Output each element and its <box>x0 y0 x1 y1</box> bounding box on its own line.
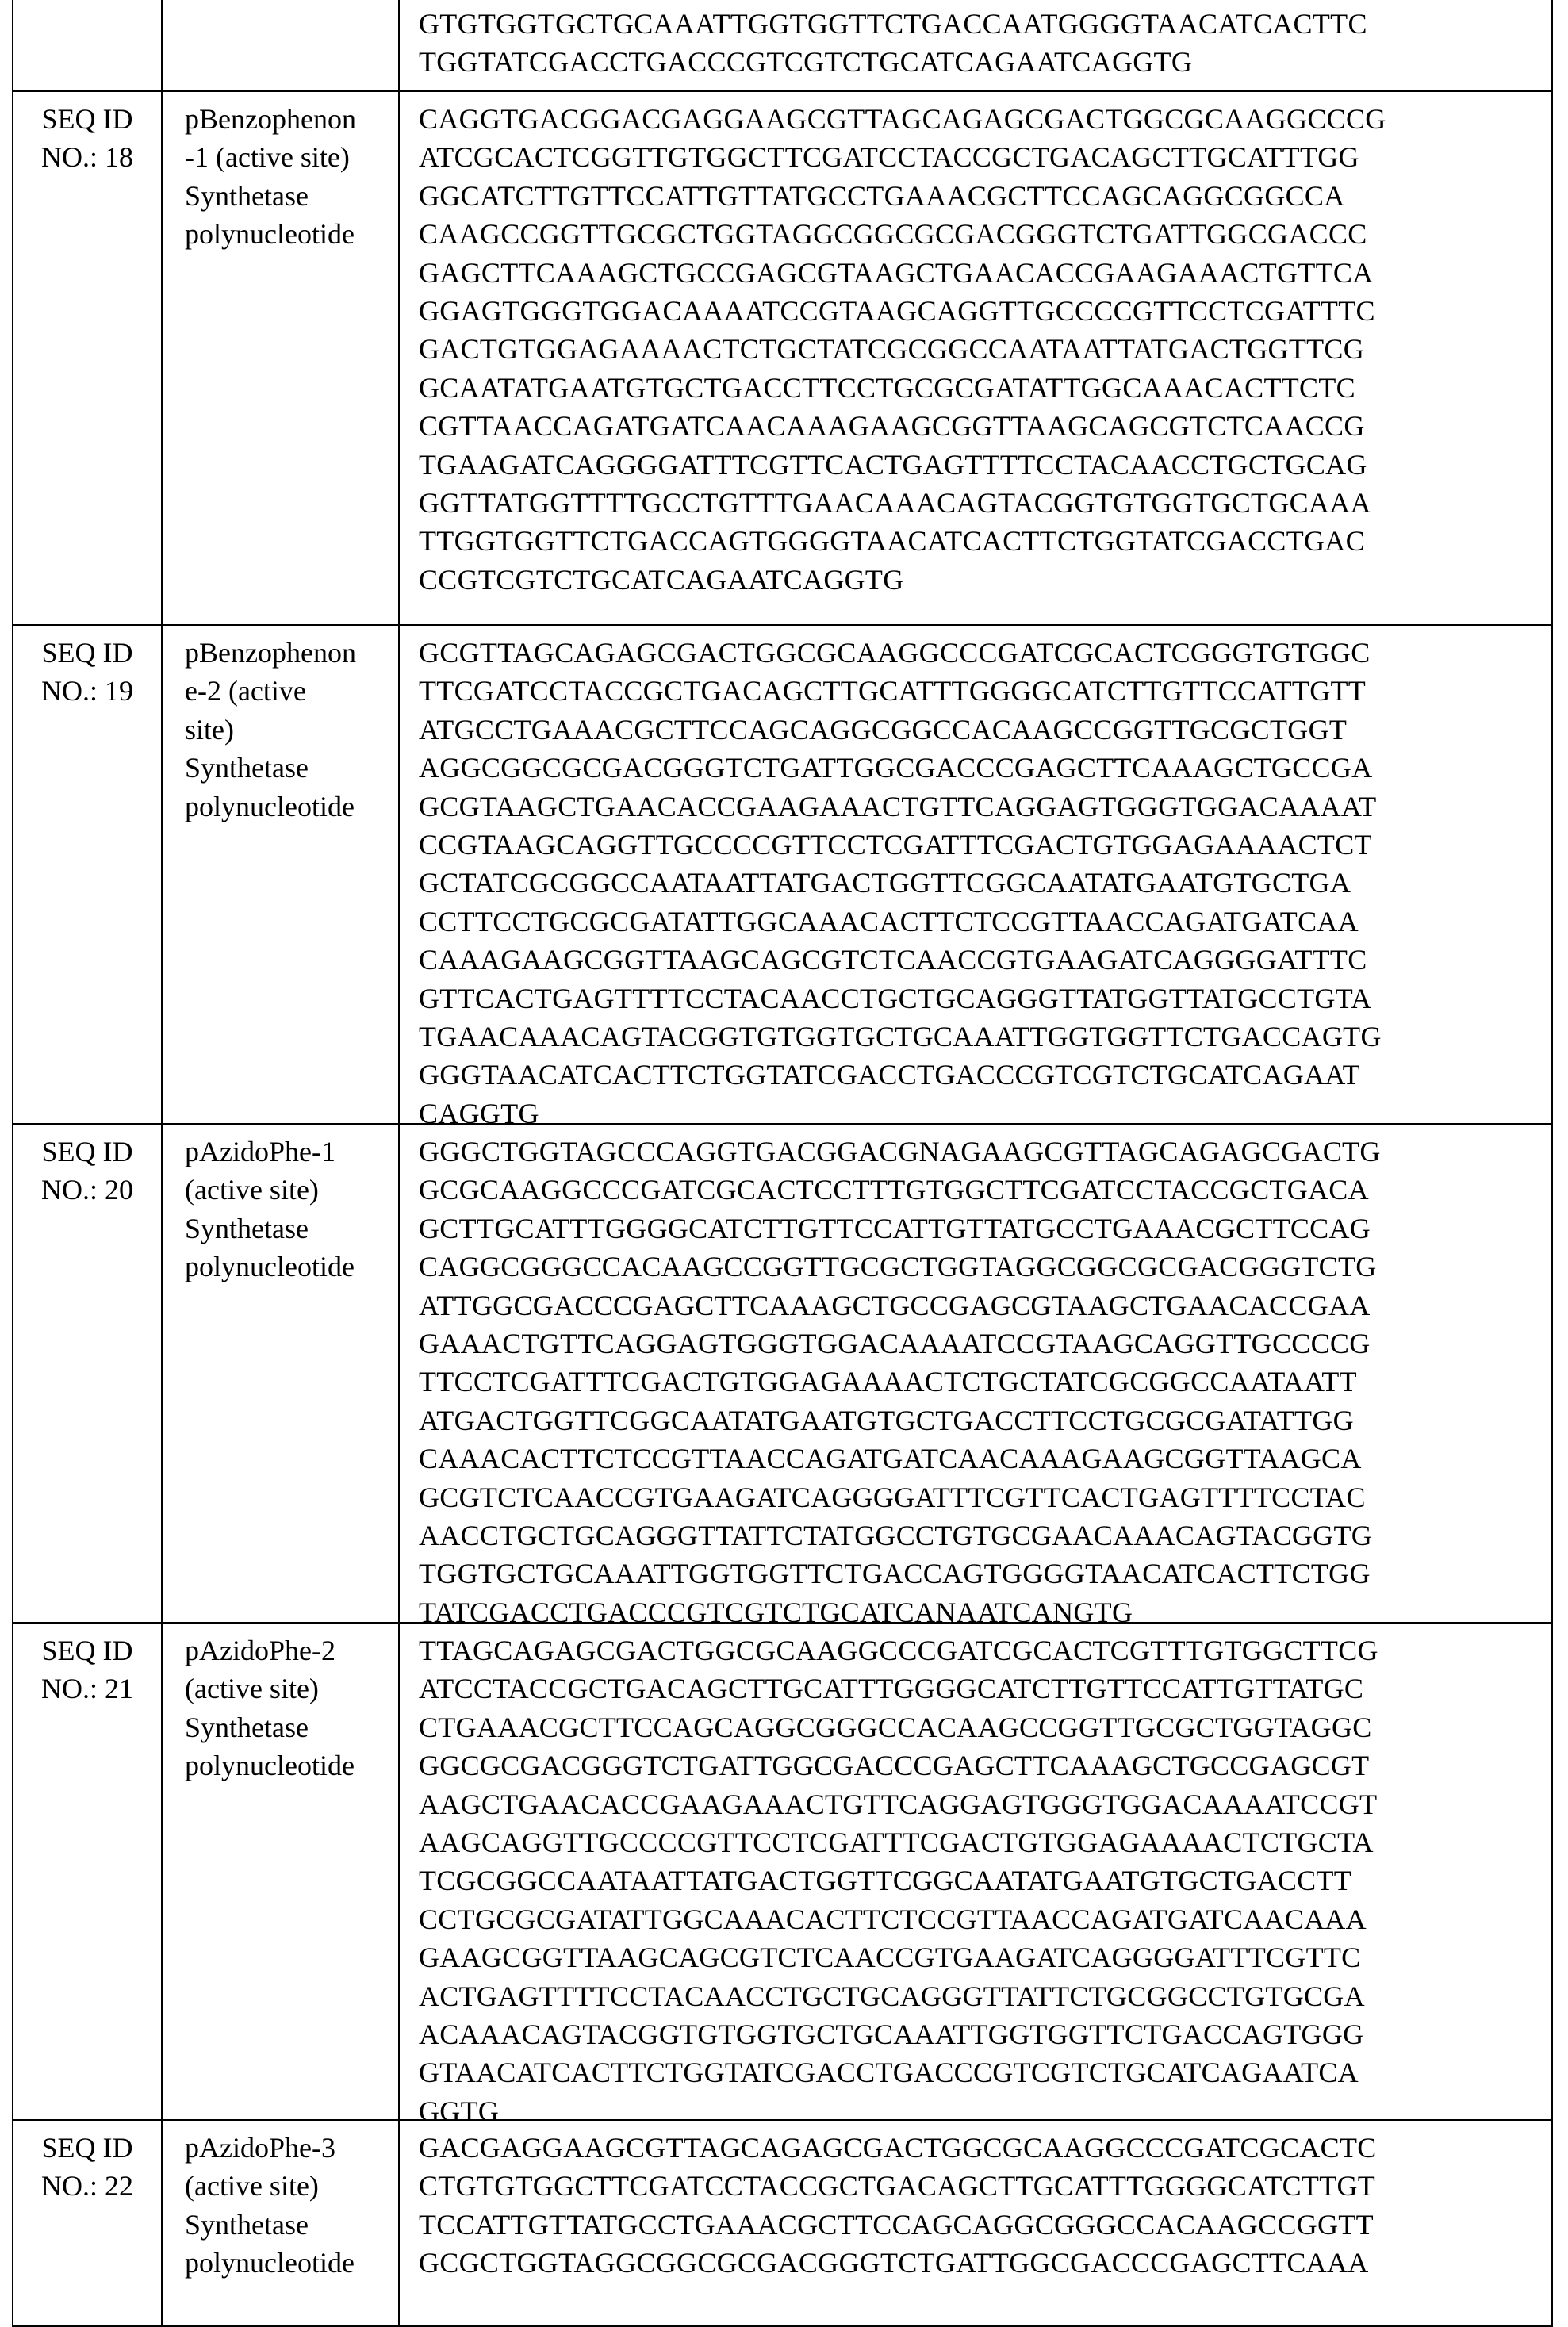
description-cell <box>163 1624 400 2119</box>
sequence-cell-line: GGAGTGGGTGGACAAAATCCGTAAGCAGGTTGCCCCGTTCCTCGATTTC <box>419 292 1542 330</box>
sequence-cell-line: GTTCACTGAGTTTTCCTACAACCTGCTGCAGGGTTATGGTTATGCCTGTA <box>419 979 1542 1018</box>
seq-id-cell <box>13 2121 163 2325</box>
sequence-cell-line: GGCATCTTGTTCCATTGTTATGCCTGAAACGCTTCCAGCAGGCGGCCA <box>419 177 1542 215</box>
sequence-cell <box>400 2121 1553 2325</box>
sequence-cell <box>400 1624 1553 2119</box>
sequence-cell-line: GCAATATGAATGTGCTGACCTTCCTGCGCGATATTGGCAAACACTTCTC <box>419 369 1542 407</box>
sequence-cell-line: ATTGGCGACCCGAGCTTCAAAGCTGCCGAGCGTAAGCTGAACACCGAA <box>419 1286 1542 1325</box>
description-cell-line: e-2 (active <box>185 672 389 710</box>
sequence-cell <box>400 1125 1553 1622</box>
description-cell-line: polynucleotide <box>185 1746 389 1785</box>
description-cell-line: (active site) <box>185 1171 389 1209</box>
sequence-cell-line: CTGTGTGGCTTCGATCCTACCGCTGACAGCTTGCATTTGGGGCATCTTGT <box>419 2167 1542 2205</box>
sequence-cell-line: GGTG <box>419 2092 1542 2121</box>
table-row <box>13 626 1553 1125</box>
sequence-cell-line: GACTGTGGAGAAAACTCTGCTATCGCGGCCAATAATTATGACTGGTTCG <box>419 330 1542 368</box>
seq-id-cell-line: NO.: 20 <box>23 1171 151 1209</box>
sequence-cell-line: TGGTGCTGCAAATTGGTGGTTCTGACCAGTGGGGTAACATCACTTCTGG <box>419 1555 1542 1593</box>
sequence-cell-line: ATCGCACTCGGTTGTGGCTTCGATCCTACCGCTGACAGCTTGCATTTGG <box>419 138 1542 176</box>
sequence-cell-line: ATGCCTGAAACGCTTCCAGCAGGCGGCCACAAGCCGGTTGCGCTGGT <box>419 711 1542 749</box>
description-cell-line: polynucleotide <box>185 1248 389 1286</box>
description-cell-line: Synthetase <box>185 2206 389 2244</box>
sequence-cell-line: AAGCAGGTTGCCCCGTTCCTCGATTTCGACTGTGGAGAAAACTCTGCTA <box>419 1823 1542 1861</box>
sequence-cell-line: GCGCTGGTAGGCGGCGCGACGGGTCTGATTGGCGACCCGAGCTTCAAA <box>419 2244 1542 2282</box>
seq-id-cell-line: SEQ ID <box>23 634 151 672</box>
sequence-cell-line: GGTTATGGTTTTGCCTGTTTGAACAAACAGTACGGTGTGGTGCTGCAAA <box>419 484 1542 522</box>
sequence-cell <box>400 626 1553 1123</box>
table-row <box>13 2121 1553 2327</box>
description-cell-line: -1 (active site) <box>185 138 389 176</box>
description-cell-line: pBenzophenon <box>185 634 389 672</box>
sequence-cell-line: CGTTAACCAGATGATCAACAAAGAAGCGGTTAAGCAGCGTCTCAACCG <box>419 407 1542 445</box>
description-cell <box>163 626 400 1123</box>
table-row <box>13 1125 1553 1624</box>
sequence-cell-line: GCGCAAGGCCCGATCGCACTCCTTTGTGGCTTCGATCCTACCGCTGACA <box>419 1171 1542 1209</box>
sequence-cell-line: ATCCTACCGCTGACAGCTTGCATTTGGGGCATCTTGTTCCATTGTTATGC <box>419 1670 1542 1708</box>
sequence-cell-line: GCGTAAGCTGAACACCGAAGAAACTGTTCAGGAGTGGGTGGACAAAAT <box>419 788 1542 826</box>
sequence-cell <box>400 0 1553 90</box>
sequence-cell-line: AAGCTGAACACCGAAGAAACTGTTCAGGAGTGGGTGGACAAAATCCGT <box>419 1785 1542 1823</box>
description-cell-line: pAzidoPhe-1 <box>185 1133 389 1171</box>
sequence-cell-line: CAAACACTTCTCCGTTAACCAGATGATCAACAAAGAAGCGGTTAAGCA <box>419 1440 1542 1478</box>
sequence-cell-line: CCGTAAGCAGGTTGCCCCGTTCCTCGATTTCGACTGTGGAGAAAACTCT <box>419 826 1542 864</box>
sequence-cell-line: TTAGCAGAGCGACTGGCGCAAGGCCCGATCGCACTCGTTTGTGGCTTCG <box>419 1631 1542 1670</box>
sequence-cell-line: CAAAGAAGCGGTTAAGCAGCGTCTCAACCGTGAAGATCAGGGGATTTC <box>419 941 1542 979</box>
sequence-cell-line: AACCTGCTGCAGGGTTATTCTATGGCCTGTGCGAACAAACAGTACGGTG <box>419 1516 1542 1555</box>
description-cell-line: Synthetase <box>185 749 389 787</box>
sequence-cell-line: CAAGCCGGTTGCGCTGGTAGGCGGCGCGACGGGTCTGATTGGCGACCC <box>419 215 1542 253</box>
description-cell-line: polynucleotide <box>185 2244 389 2282</box>
sequence-cell-line: GCGTCTCAACCGTGAAGATCAGGGGATTTCGTTCACTGAGTTTTCCTAC <box>419 1478 1542 1516</box>
sequence-cell-line: ACAAACAGTACGGTGTGGTGCTGCAAATTGGTGGTTCTGACCAGTGGG <box>419 2015 1542 2053</box>
sequence-cell-line: GGGTAACATCACTTCTGGTATCGACCTGACCCGTCGTCTGCATCAGAAT <box>419 1056 1542 1094</box>
description-cell <box>163 0 400 90</box>
sequence-cell-line: AGGCGGCGCGACGGGTCTGATTGGCGACCCGAGCTTCAAAGCTGCCGA <box>419 749 1542 787</box>
sequence-cell-line: GAAGCGGTTAAGCAGCGTCTCAACCGTGAAGATCAGGGGATTTCGTTC <box>419 1938 1542 1976</box>
sequence-cell-line: GAGCTTCAAAGCTGCCGAGCGTAAGCTGAACACCGAAGAAACTGTTCA <box>419 254 1542 292</box>
sequence-table <box>12 0 1553 2327</box>
sequence-cell-line: CAGGCGGGCCACAAGCCGGTTGCGCTGGTAGGCGGCGCGACGGGTCTG <box>419 1248 1542 1286</box>
sequence-cell-line: CCTGCGCGATATTGGCAAACACTTCTCCGTTAACCAGATGATCAACAAA <box>419 1900 1542 1938</box>
seq-id-cell-line: SEQ ID <box>23 100 151 138</box>
sequence-cell-line: GGGCTGGTAGCCCAGGTGACGGACGNAGAAGCGTTAGCAGAGCGACTG <box>419 1133 1542 1171</box>
sequence-cell-line: TCGCGGCCAATAATTATGACTGGTTCGGCAATATGAATGTGCTGACCTT <box>419 1861 1542 1900</box>
sequence-cell-line: GCTTGCATTTGGGGCATCTTGTTCCATTGTTATGCCTGAAACGCTTCCAG <box>419 1210 1542 1248</box>
description-cell-line: polynucleotide <box>185 215 389 253</box>
seq-id-cell <box>13 1125 163 1622</box>
seq-id-cell-line: NO.: 21 <box>23 1670 151 1708</box>
sequence-cell-line: CTGAAACGCTTCCAGCAGGCGGGCCACAAGCCGGTTGCGCTGGTAGGC <box>419 1708 1542 1746</box>
description-cell-line: polynucleotide <box>185 788 389 826</box>
seq-id-cell-line: NO.: 18 <box>23 138 151 176</box>
table-row <box>13 0 1553 92</box>
description-cell-line: pAzidoPhe-2 <box>185 1631 389 1670</box>
sequence-cell-line: GTAACATCACTTCTGGTATCGACCTGACCCGTCGTCTGCATCAGAATCA <box>419 2053 1542 2091</box>
sequence-cell-line: TGAACAAACAGTACGGTGTGGTGCTGCAAATTGGTGGTTCTGACCAGTG <box>419 1018 1542 1056</box>
sequence-cell-line: CAGGTGACGGACGAGGAAGCGTTAGCAGAGCGACTGGCGCAAGGCCCG <box>419 100 1542 138</box>
description-cell-line: Synthetase <box>185 1210 389 1248</box>
table-row <box>13 92 1553 626</box>
seq-id-cell <box>13 1624 163 2119</box>
description-cell-line: (active site) <box>185 1670 389 1708</box>
table-row <box>13 1624 1553 2121</box>
sequence-cell-line: TTGGTGGTTCTGACCAGTGGGGTAACATCACTTCTGGTATCGACCTGAC <box>419 522 1542 560</box>
sequence-cell-line: GGCGCGACGGGTCTGATTGGCGACCCGAGCTTCAAAGCTGCCGAGCGT <box>419 1746 1542 1785</box>
sequence-cell-line: ATGACTGGTTCGGCAATATGAATGTGCTGACCTTCCTGCGCGATATTGG <box>419 1401 1542 1440</box>
sequence-cell-line: ACTGAGTTTTCCTACAACCTGCTGCAGGGTTATTCTGCGGCCTGTGCGA <box>419 1977 1542 2015</box>
seq-id-cell-line: SEQ ID <box>23 1133 151 1171</box>
seq-id-cell-line: SEQ ID <box>23 2129 151 2167</box>
description-cell-line: Synthetase <box>185 177 389 215</box>
sequence-cell-line: TCCATTGTTATGCCTGAAACGCTTCCAGCAGGCGGGCCACAAGCCGGTT <box>419 2206 1542 2244</box>
sequence-cell <box>400 92 1553 624</box>
sequence-cell-line: GCGTTAGCAGAGCGACTGGCGCAAGGCCCGATCGCACTCGGGTGTGGC <box>419 634 1542 672</box>
description-cell <box>163 2121 400 2325</box>
sequence-cell-line: TGGTATCGACCTGACCCGTCGTCTGCATCAGAATCAGGTG <box>419 43 1542 81</box>
sequence-cell-line: GCTATCGCGGCCAATAATTATGACTGGTTCGGCAATATGAATGTGCTGA <box>419 864 1542 902</box>
description-cell <box>163 92 400 624</box>
description-cell-line: Synthetase <box>185 1708 389 1746</box>
seq-id-cell <box>13 92 163 624</box>
sequence-cell-line: CAGGTG <box>419 1094 1542 1125</box>
sequence-cell-line: TTCCTCGATTTCGACTGTGGAGAAAACTCTGCTATCGCGGCCAATAATT <box>419 1363 1542 1401</box>
sequence-cell-line: TTCGATCCTACCGCTGACAGCTTGCATTTGGGGCATCTTGTTCCATTGTT <box>419 672 1542 710</box>
seq-id-cell-line: NO.: 22 <box>23 2167 151 2205</box>
description-cell-line: (active site) <box>185 2167 389 2205</box>
description-cell-line: pBenzophenon <box>185 100 389 138</box>
sequence-cell-line: CCGTCGTCTGCATCAGAATCAGGTG <box>419 561 1542 599</box>
description-cell-line: pAzidoPhe-3 <box>185 2129 389 2167</box>
sequence-cell-line: TATCGACCTGACCCGTCGTCTGCATCANAATCANGTG <box>419 1593 1542 1624</box>
sequence-cell-line: GACGAGGAAGCGTTAGCAGAGCGACTGGCGCAAGGCCCGATCGCACTC <box>419 2129 1542 2167</box>
seq-id-cell <box>13 0 163 90</box>
description-cell-line: site) <box>185 711 389 749</box>
seq-id-cell <box>13 626 163 1123</box>
seq-id-cell-line: NO.: 19 <box>23 672 151 710</box>
sequence-cell-line: CCTTCCTGCGCGATATTGGCAAACACTTCTCCGTTAACCAGATGATCAA <box>419 903 1542 941</box>
description-cell <box>163 1125 400 1622</box>
sequence-cell-line: GAAACTGTTCAGGAGTGGGTGGACAAAATCCGTAAGCAGGTTGCCCCG <box>419 1325 1542 1363</box>
sequence-cell-line: TGAAGATCAGGGGATTTCGTTCACTGAGTTTTCCTACAACCTGCTGCAG <box>419 446 1542 484</box>
sequence-cell-line: GTGTGGTGCTGCAAATTGGTGGTTCTGACCAATGGGGTAACATCACTTC <box>419 5 1542 43</box>
seq-id-cell-line: SEQ ID <box>23 1631 151 1670</box>
